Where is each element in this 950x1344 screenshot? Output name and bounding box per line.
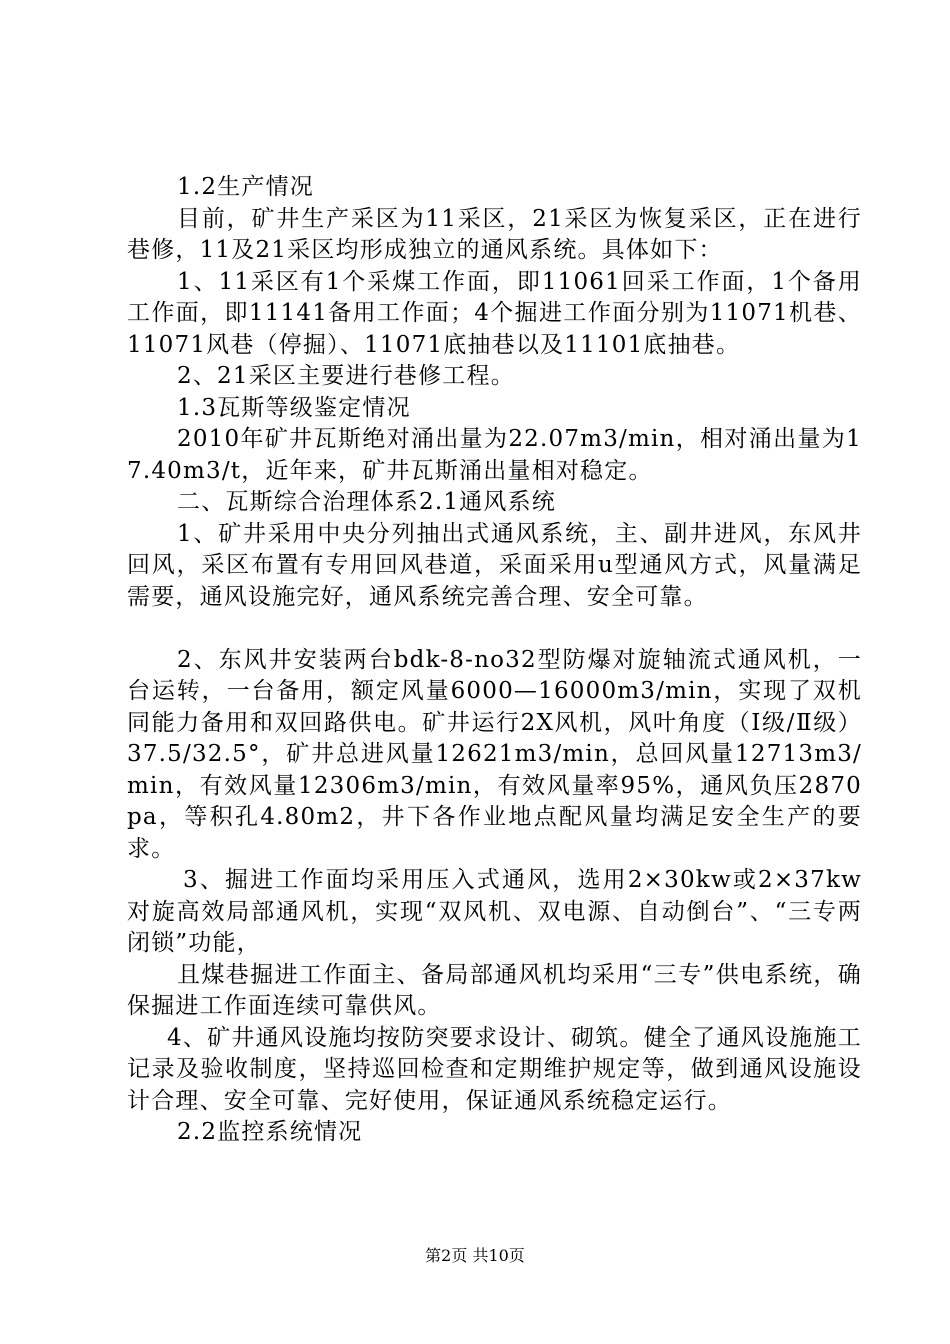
paragraph-ventilation-4: 4、矿井通风设施均按防突要求设计、砌筑。健全了通风设施施工记录及验收制度，坚持巡回检查和定期维护规定等，做到通风设施设计合理、安全可靠、完好使用，保证通风系统稳定运行。	[127, 1024, 862, 1114]
paragraph-area-21: 2、21采区主要进行巷修工程。	[177, 363, 515, 389]
paragraph-ventilation-3-continued: 且煤巷掘进工作面主、备局部通风机均采用“三专”供电系统，确保掘进工作面连续可靠供风。	[127, 961, 862, 1019]
paragraph-spacer	[127, 613, 862, 645]
section-heading-2-2: 2.2监控系统情况	[177, 1119, 363, 1145]
section-heading-2-1: 二、瓦斯综合治理体系2.1通风系统	[177, 489, 556, 515]
section-heading-1-3: 1.3瓦斯等级鉴定情况	[177, 394, 411, 421]
paragraph-ventilation-1: 1、矿井采用中央分列抽出式通风系统，主、副井进风，东风井回风，采区布置有专用回风巷道，采面采用u型通风方式，风量满足需要，通风设施完好，通风系统完善合理、安全可靠。	[127, 520, 862, 610]
paragraph-ventilation-3: 3、掘进工作面均采用压入式通风，选用2×30kw或2×37kw对旋高效局部通风机，实现“双风机、双电源、自动倒台”、“三专两闭锁”功能，	[127, 867, 862, 956]
paragraph-production-overview: 目前，矿井生产采区为11采区，21采区为恢复采区，正在进行巷修，11及21采区均形成独立的通风系统。具体如下：	[127, 205, 862, 263]
document-body	[127, 172, 862, 1149]
section-heading-1-2: 1.2生产情况	[177, 174, 314, 200]
paragraph-gas-level: 2010年矿井瓦斯绝对涌出量为22.07m3/min，相对涌出量为17.40m3/t，近年来，矿井瓦斯涌出量相对稳定。	[127, 426, 862, 484]
paragraph-area-11: 1、11采区有1个采煤工作面，即11061回采工作面，1个备用工作面，即11141备用工作面；4个掘进工作面分别为11071机巷、11071风巷（停掘）、11071底抽巷以及11101底抽巷。	[127, 268, 862, 358]
page-footer: 第2页 共10页	[425, 1246, 525, 1265]
paragraph-ventilation-2: 2、东风井安装两台bdk-8-no32型防爆对旋轴流式通风机，一台运转，一台备用，额定风量6000—16000m3/min，实现了双机同能力备用和双回路供电。矿井运行2X风机，风叶角度（Ⅰ级/Ⅱ级）37.5/32.5°，矿井总进风量12621m3/min，总回风量12713m3/min，有效风量12306m3/min，有效风量率95%，通风负压2870pa，等积孔4.80m2，井下各作业地点配风量均满足安全生产的要求。	[127, 646, 862, 862]
